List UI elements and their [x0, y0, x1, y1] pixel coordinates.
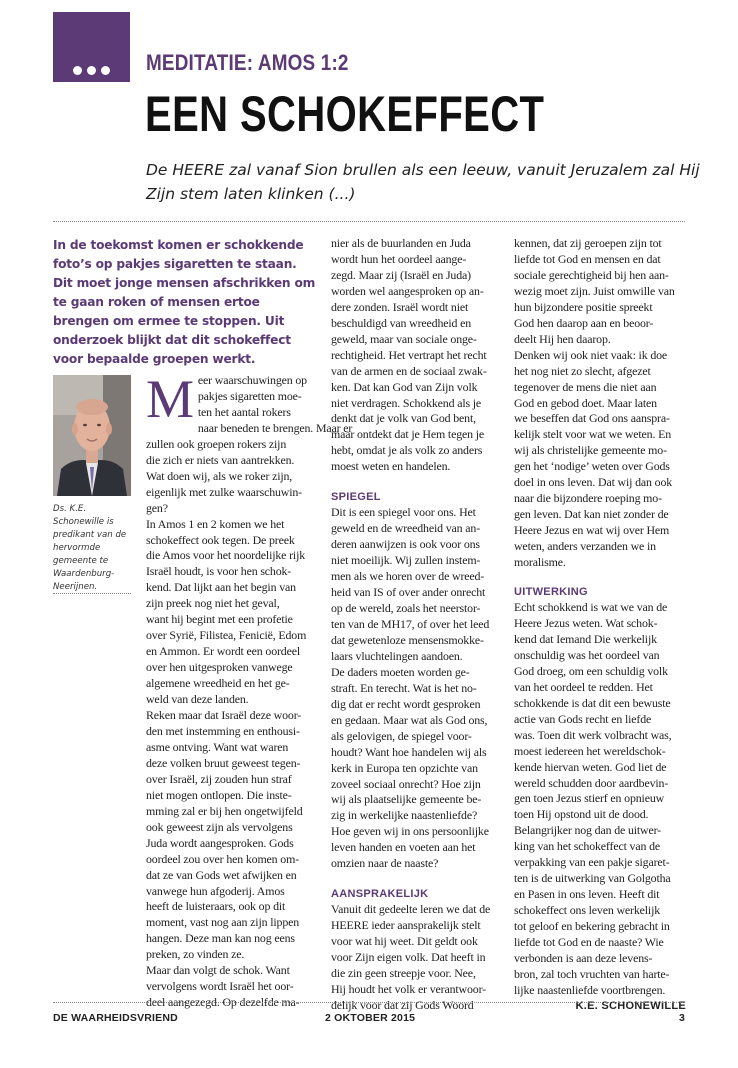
text-line: Reken maar dat Israël deze woor- [146, 708, 302, 723]
column-3-text [514, 236, 686, 571]
text-line: God hen daarop aan en beoor- [514, 315, 654, 330]
text-line: en gedaan. Maar wat als God ons, [331, 712, 488, 727]
text-line: toen Hij opstond uit de dood. [514, 807, 649, 822]
text-line: men als we horen over de wreed- [331, 569, 485, 584]
text-line: lijke naastenliefde voortbrengen. [514, 982, 666, 997]
dot-icon [87, 66, 96, 75]
text-line: en Pasen in ons leven. Heeft dit [514, 887, 660, 902]
text-line: Heere Jezus weten. Wat schok- [514, 615, 658, 630]
text-line: moralisme. [514, 555, 566, 570]
text-line: dat ze van Gods wet afwijken en [146, 867, 297, 882]
text-line: ook geweest zijn als vervolgens [146, 819, 293, 834]
subheading-spiegel: SPIEGEL [331, 491, 381, 504]
text-line: verbonden is aan deze levens- [514, 950, 653, 965]
column-2-text [331, 505, 505, 872]
text-line: gen leven. Dat kan niet zonder de [514, 507, 669, 522]
text-line: geweld en de wreedheid van an- [331, 521, 481, 536]
text-line: dat gewetenloze mensensmokke- [331, 632, 484, 647]
text-line: wij als plaatselijke gemeente be- [331, 792, 482, 807]
text-line: ken. Dat kan God van Zijn volk [331, 379, 478, 394]
text-line: naar die bijzondere roeping mo- [514, 491, 662, 506]
text-line: vervolgens wordt Israël het oor- [146, 979, 294, 994]
text-line: voor Zijn eigen volk. Dat heeft in [331, 950, 486, 965]
text-line: oordeel zou over hen komen om- [146, 851, 299, 866]
text-line: delijk voor dat zij Gods Woord [331, 997, 474, 1012]
text-line: moest weten en handelen. [331, 459, 451, 474]
text-line: voor wat hij weet. Dit geldt ook [331, 934, 478, 949]
text-line: ten is de uitwerking van Golgotha [514, 871, 671, 886]
text-line: HEERE ieder aansprakelijk stelt [331, 918, 481, 933]
footer-page-number: 3 [679, 1012, 686, 1024]
text-line: over hen uitgesproken vanwege [146, 660, 293, 675]
column-2-text [331, 902, 505, 1014]
text-line: Wat doen wij, als we roker zijn, [146, 468, 293, 483]
text-line: we beseffen dat God ons aanspra- [514, 411, 670, 426]
text-line: dere zonden. Israël wordt niet [331, 299, 469, 314]
text-line: op de wereld, zoals het neerstor- [331, 601, 481, 616]
text-line: hebt, omdat je als volk zo anders [331, 443, 483, 458]
column-1-text [146, 369, 353, 1011]
text-line: Hoe geven wij in ons persoonlijke [331, 824, 489, 839]
text-line: houdt? Want hoe handelen wij als [331, 744, 487, 759]
text-line: De daders moeten worden ge- [331, 664, 470, 679]
text-line: weten, anders verzanden we in [514, 539, 656, 554]
text-line: kerk in Europa ten opzichte van [331, 760, 478, 775]
text-line: zegd. Maar zij (Israël en Juda) [331, 267, 471, 282]
article-column-2 [331, 236, 505, 1014]
footer-publication: DE WAARHEIDSVRIEND [53, 1012, 178, 1024]
text-line: bron, zal toch vruchten van harte- [514, 966, 670, 981]
dot-icon [73, 66, 82, 75]
text-line: weld van deze landen. [146, 692, 249, 707]
text-line: naar beneden te brengen. Maar er [197, 420, 353, 435]
text-line: heeft de luisteraars, ook op dit [146, 899, 286, 914]
portrait-image [53, 375, 131, 496]
text-line: Juda wordt aangesproken. Gods [146, 835, 294, 850]
author-photo [53, 375, 131, 496]
text-line: van de armen en de sociaal zwak- [331, 363, 487, 378]
bible-verse: De HEERE zal vanaf Sion brullen als een leeuw, vanuit Jeruzalem zal Hij Zijn stem laten klinken (...) [146, 161, 700, 203]
text-line: vanwege hun afgoderij. Amos [146, 883, 285, 898]
subheading-uitwerking: UITWERKING [514, 586, 588, 599]
text-line: worden wel aangesproken op an- [331, 283, 484, 298]
text-line: wezig moet zijn. Juist omwille van [514, 283, 675, 298]
text-line: Heere Jezus en wat wij over Hem [514, 523, 670, 538]
text-line: wij als christelijke gemeente mo- [514, 443, 667, 458]
drop-cap: M [146, 369, 194, 429]
text-line: Echt schokkend is wat we van de [514, 600, 668, 615]
text-line: schokkende is dat dit een bewuste [514, 695, 671, 710]
text-line: straft. En terecht. Wat is het no- [331, 680, 477, 695]
text-line: zig in werkelijke naastenliefde? [331, 808, 478, 823]
text-line: beschuldigd van wreedheid en [331, 315, 472, 330]
text-line: moment, vast nog aan zijn lippen [146, 915, 300, 930]
text-line: onschuldig was het oordeel van [514, 647, 660, 662]
text-line: tegenover de mens die niet aan [514, 379, 657, 394]
text-line: en Ammon. Er wordt een oordeel [146, 644, 300, 659]
subheading-aansprakelijk: AANSPRAKELIJK [331, 888, 429, 901]
text-line: zullen ook groepen rokers zijn [146, 436, 287, 451]
text-line: over Israël, zij zouden hun straf [146, 771, 292, 786]
text-line: wordt hun het oordeel aange- [331, 251, 467, 266]
article-column-1 [146, 369, 353, 1011]
logo-box [53, 12, 130, 82]
text-line: rechtigheid. Het vertrapt het recht [331, 347, 487, 362]
text-line: eigenlijk met zulke waarschuwin- [146, 484, 302, 499]
text-line: tot geloof en bekering gebracht in [514, 919, 670, 934]
text-line: Dit is een spiegel voor ons. Het [331, 505, 476, 520]
text-line: Maar dan volgt de schok. Want [146, 963, 290, 978]
text-line: hun bijzondere positie spreekt [514, 299, 653, 314]
text-line: leven handen en voeten aan het [331, 840, 476, 855]
text-line: pakjes sigaretten moe- [197, 388, 302, 403]
text-line: liefde tot God en mensen en dat [514, 251, 661, 266]
text-line: Hij houdt het volk er verantwoor- [331, 981, 486, 996]
text-line: deze volken bruut geweest tegen- [146, 755, 301, 770]
author-signature: K.E. SCHONEWILLE [575, 999, 686, 1012]
text-line: niet mogen ontlopen. Die inste- [146, 787, 292, 802]
text-line: denkt dat je volk van God bent, [331, 411, 476, 426]
caption-divider [53, 593, 131, 594]
text-line: deelt Hij hen daarop. [514, 331, 611, 346]
text-line: hangen. Deze man kan nog eens [146, 931, 295, 946]
article-column-3 [514, 236, 686, 1015]
kicker: MEDITATIE: AMOS 1:2 [146, 50, 349, 75]
dot-icon [101, 66, 110, 75]
text-line: nier als de buurlanden en Juda [331, 236, 471, 250]
footer-date: 2 OKTOBER 2015 [325, 1012, 416, 1024]
text-line: niet verdragen. Schokkend als je [331, 395, 482, 410]
text-line: verpakking van een pakje sigaret- [514, 855, 670, 870]
text-line: laars vluchtelingen aandoen. [331, 648, 463, 663]
text-line: God en gebod doet. Maar laten [514, 395, 657, 410]
text-line: gen? [146, 500, 168, 515]
text-line: van het oordeel te redden. Het [514, 679, 653, 694]
text-line: geweld, maar van sociale onge- [331, 331, 477, 346]
text-line: mming zal er bij hen ongetwijfeld [146, 803, 303, 818]
text-line: over Syrië, Filistea, Fenicië, Edom [146, 628, 307, 643]
text-line: die zin geen streepje voor. Nee, [331, 966, 476, 981]
text-line: zijn preek nog niet het geval, [146, 596, 280, 611]
text-line: Denken wij ook niet vaak: ik doe [514, 347, 668, 362]
text-line: niet moeilijk. Wij zullen instem- [331, 553, 481, 568]
text-line: gen het ‘nodige’ weten over Gods [514, 459, 670, 474]
photo-caption: Ds. K.E. Schonewille is predikant van de hervormde gemeente te Waardenburg-Neerijnen. [53, 504, 127, 592]
text-line: asme ontving. Want wat waren [146, 739, 289, 754]
text-line: deel aangezegd. Op dezelfde ma- [146, 995, 300, 1010]
page-title: EEN SCHOKEFFECT [145, 86, 545, 142]
text-line: heid van IS of over ander onrecht [331, 585, 486, 600]
text-line: zoveel sociaal onrecht? Hoe zijn [331, 776, 481, 791]
text-line: eer waarschuwingen op [197, 373, 307, 387]
intro-paragraph: In de toekomst komen er schokkende foto’s op pakjes sigaretten te staan. Dit moet jonge mensen afschrikken om te gaan roken of mensen ertoe brengen om ermee te stoppen. Uit onderzoek blijkt dat dit schokeffect voor bepaalde groepen werkt. [53, 238, 316, 366]
text-line: moest iedereen het wereldschok- [514, 743, 666, 758]
text-line: die Amos voor het noordelijke rijk [146, 548, 306, 563]
text-line: het nog niet zo slecht, afgezet [514, 363, 651, 378]
text-line: als gelovigen, de spiegel voor- [331, 728, 472, 743]
divider [53, 221, 685, 222]
text-line: schokeffect ons leven werkelijk [514, 903, 661, 918]
text-line: deren aanwijzen is ook voor ons [331, 537, 480, 552]
text-line: sociale gerechtigheid bij hen aan- [514, 267, 669, 282]
text-line: algemene wreedheid en het ge- [146, 676, 290, 691]
text-line: kend. Dat lijkt aan het begin van [146, 580, 296, 595]
text-line: den met instemming en enthousi- [146, 723, 300, 738]
text-line: God droeg, om een schuldig volk [514, 663, 668, 678]
text-line: ten van de MH17, of over het leed [331, 616, 490, 631]
text-line: liefde tot God en de naaste? Wie [514, 935, 664, 950]
text-line: gen toen Jezus stierf en opnieuw [514, 791, 665, 806]
text-line: omzien naar de naaste? [331, 856, 439, 871]
text-line: preken, zo vinden ze. [146, 947, 245, 962]
column-3-text [514, 600, 686, 999]
text-line: doel in ons leven. Dat wij dan ook [514, 475, 673, 490]
text-line: Belangrijker nog dan de uitwer- [514, 823, 661, 838]
text-line: die zich er niets van aantrekken. [146, 452, 295, 467]
text-line: Vanuit dit gedeelte leren we dat de [331, 902, 491, 917]
text-line: In Amos 1 en 2 komen we het [146, 516, 285, 531]
text-line: Israël houdt, is voor hen schok- [146, 564, 292, 579]
text-line: kennen, dat zij geroepen zijn tot [514, 236, 662, 250]
column-2-text [331, 236, 505, 475]
text-line: kelijk stelt voor wat we weten. En [514, 427, 672, 442]
text-line: actie van Gods recht en liefde [514, 711, 652, 726]
text-line: dig dat er recht wordt gesproken [331, 696, 481, 711]
text-line: kend dat Iemand Die werkelijk [514, 631, 657, 646]
text-line: ten het aantal rokers [197, 404, 291, 419]
text-line: schokeffect ook tegen. De preek [146, 532, 295, 547]
text-line: want hij begint met een profetie [146, 612, 293, 627]
text-line: kende hiervan weten. God liet de [514, 759, 667, 774]
text-line: maar ontdekt dat je Hem tegen je [331, 427, 485, 442]
text-line: was. Toen dit werk volbracht was, [514, 727, 672, 742]
footer-divider [53, 1002, 685, 1003]
text-line: wereld schudden door aardbevin- [514, 775, 669, 790]
text-line: king van het schokeffect van de [514, 839, 661, 854]
